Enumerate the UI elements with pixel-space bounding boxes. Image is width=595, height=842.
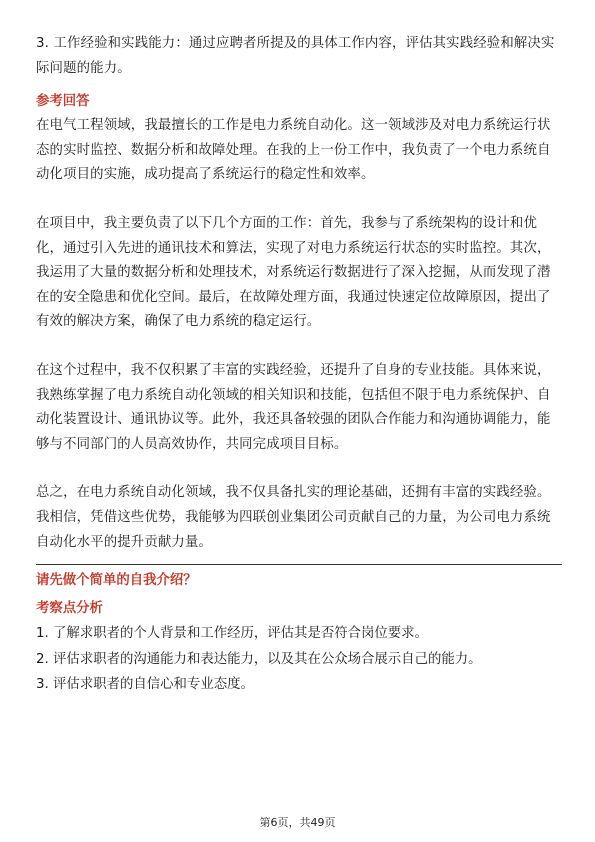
analysis-item-3: 3. 评估求职者的自信心和专业态度。 xyxy=(36,677,254,693)
page-number: 第6页，共49页 xyxy=(259,816,336,829)
page-content xyxy=(36,32,562,698)
paragraph-gap xyxy=(36,188,562,212)
paragraph-gap xyxy=(36,335,562,359)
section-divider xyxy=(36,564,562,565)
analysis-item-2: 2. 评估求职者的沟通能力和表达能力，以及其在公众场合展示自己的能力。 xyxy=(36,651,482,667)
reference-answer-heading: 参考回答 xyxy=(36,94,90,110)
analysis-heading: 考察点分析 xyxy=(36,601,103,617)
paragraph-gap xyxy=(36,457,562,481)
answer-paragraph-3: 在这个过程中，我不仅积累了丰富的实践经验，还提升了自身的专业技能。具体来说，我熟练掌握了电力系统自动化领域的相关知识和技能，包括但不限于电力系统保护、自动化装置设计、通讯协议等。此外，我还具备较强的团队合作能力和沟通协调能力，能够与不同部门的人员高效协作，共同完成项目目标。 xyxy=(36,362,551,452)
answer-paragraph-1: 在电气工程领域，我最擅长的工作是电力系统自动化。这一领域涉及对电力系统运行状态的实时监控、数据分析和故障处理。在我的上一份工作中，我负责了一个电力系统自动化项目的实施，成功提高了系统运行的稳定性和效率。 xyxy=(36,118,551,183)
answer-paragraph-4: 总之，在电力系统自动化领域，我不仅具备扎实的理论基础，还拥有丰富的实践经验。我相信，凭借这些优势，我能够为四联创业集团公司贡献自己的力量，为公司电力系统自动化水平的提升贡献力量。 xyxy=(36,485,551,550)
analysis-item-1: 1. 了解求职者的个人背景和工作经历，评估其是否符合岗位要求。 xyxy=(36,626,428,642)
question-title: 请先做个简单的自我介绍？ xyxy=(36,573,197,589)
answer-paragraph-2: 在项目中，我主要负责了以下几个方面的工作：首先，我参与了系统架构的设计和优化，通过引入先进的通讯技术和算法，实现了对电力系统运行状态的实时监控。其次，我运用了大量的数据分析和处理技术，对系统运行数据进行了深入挖掘，从而发现了潜在的安全隐患和优化空间。最后，在故障处理方面，我通过快速定位故障原因，提出了有效的解决方案，确保了电力系统的稳定运行。 xyxy=(36,215,551,330)
criteria-item-3: 3. 工作经验和实践能力：通过应聘者所提及的具体工作内容，评估其实践经验和解决实际问题的能力。 xyxy=(36,36,555,76)
